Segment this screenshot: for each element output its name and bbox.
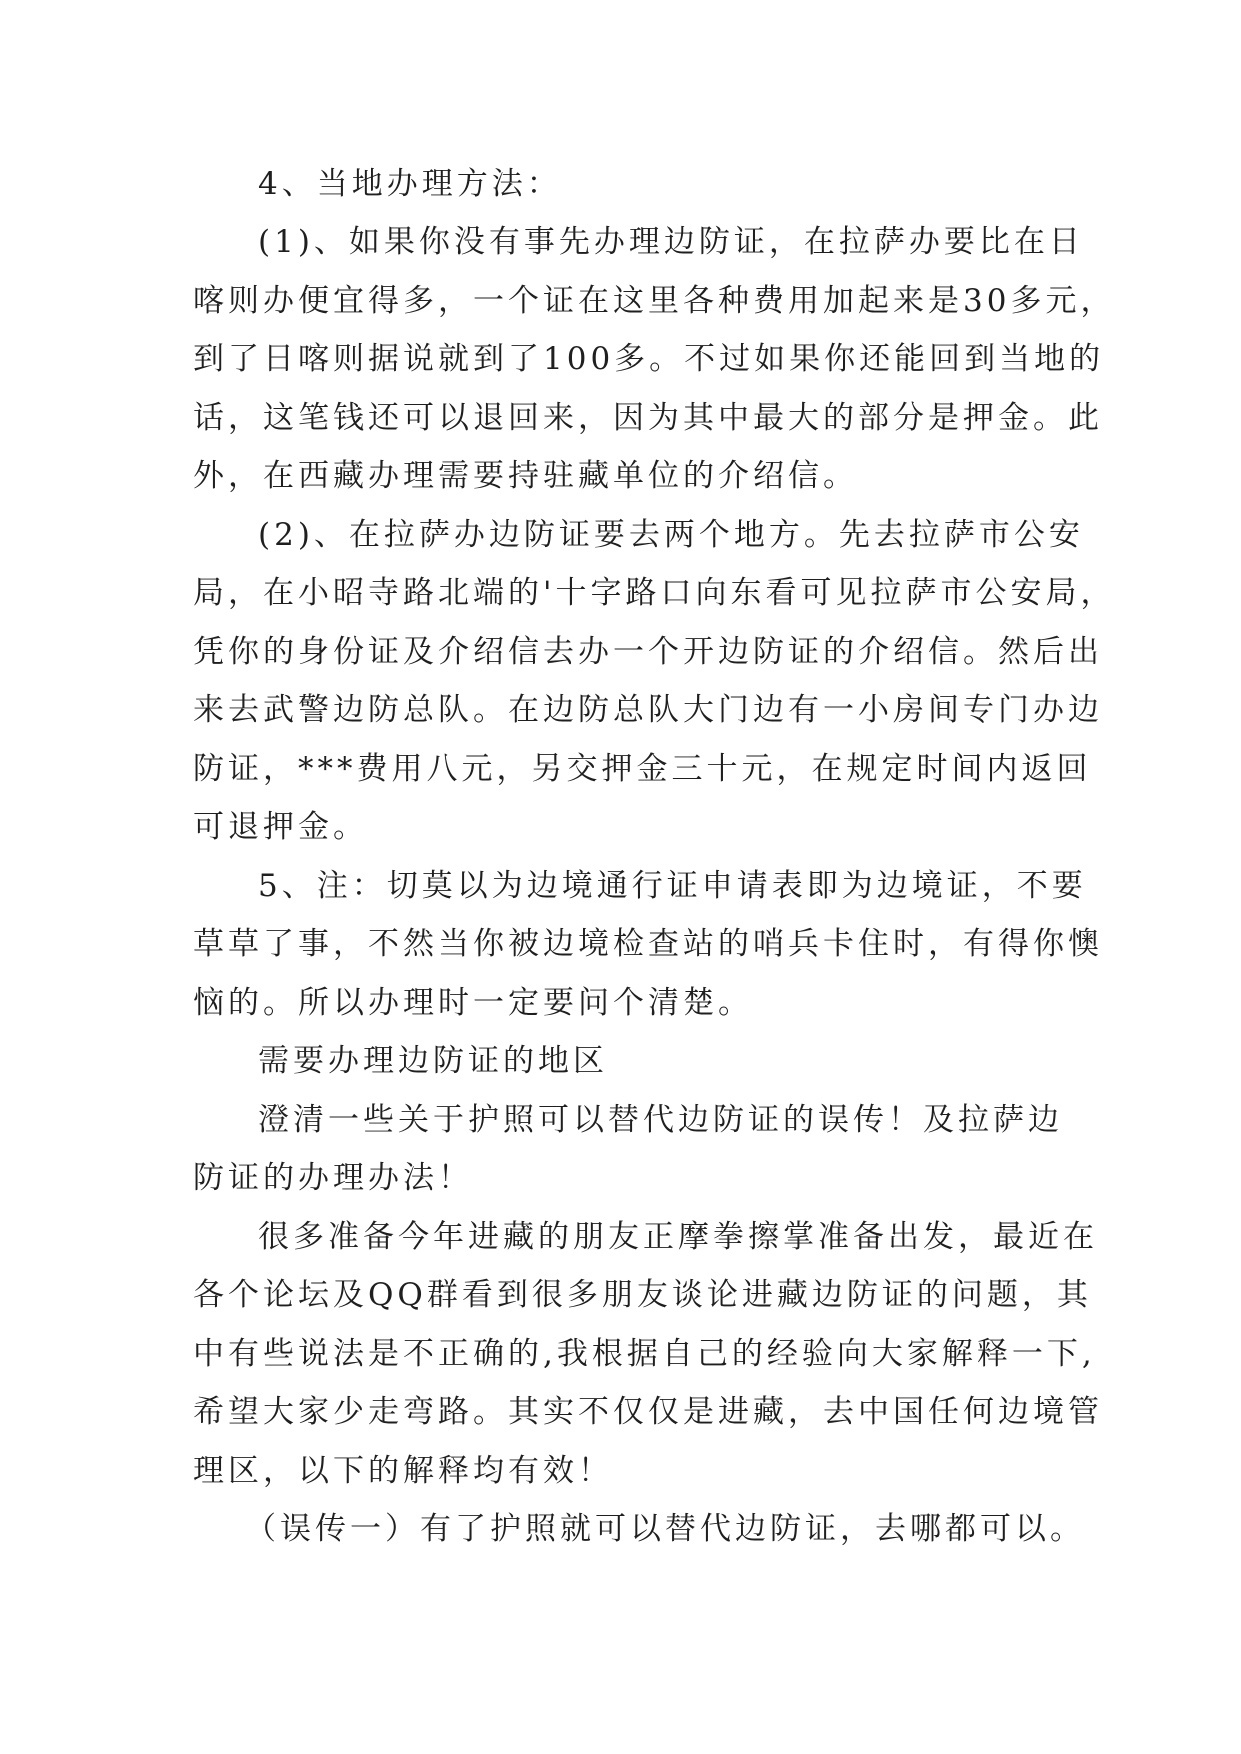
text-line: 话，这笔钱还可以退回来，因为其中最大的部分是押金。此 <box>193 400 1103 436</box>
text-line: 外，在西藏办理需要持驻藏单位的介绍信。 <box>193 458 858 494</box>
text-line: 恼的。所以办理时一定要问个清楚。 <box>193 985 753 1021</box>
text-line: (1)、如果你没有事先办理边防证，在拉萨办要比在日 <box>258 224 1084 260</box>
text-line: 理区，以下的解释均有效！ <box>193 1453 613 1489</box>
text-line: 澄清一些关于护照可以替代边防证的误传！及拉萨边 <box>258 1102 1063 1138</box>
text-line: 到了日喀则据说就到了100多。不过如果你还能回到当地的 <box>193 341 1105 377</box>
text-line: 局，在小昭寺路北端的'十字路口向东看可见拉萨市公安局， <box>193 575 1116 611</box>
text-line: 4、当地办理方法： <box>258 166 562 202</box>
text-line: (2)、在拉萨办边防证要去两个地方。先去拉萨市公安 <box>258 517 1084 553</box>
text-line: 5、注：切莫以为边境通行证申请表即为边境证，不要 <box>258 868 1087 904</box>
text-line: 草草了事，不然当你被边境检查站的哨兵卡住时，有得你懊 <box>193 926 1103 962</box>
text-line: 可退押金。 <box>193 809 368 845</box>
section-heading: 需要办理边防证的地区 <box>258 1043 608 1079</box>
text-line: 希望大家少走弯路。其实不仅仅是进藏，去中国任何边境管 <box>193 1394 1103 1430</box>
text-line: 很多准备今年进藏的朋友正摩拳擦掌准备出发，最近在 <box>258 1219 1098 1255</box>
text-line: 凭你的身份证及介绍信去办一个开边防证的介绍信。然后出 <box>193 634 1103 670</box>
text-line: 来去武警边防总队。在边防总队大门边有一小房间专门办边 <box>193 692 1103 728</box>
text-line: 防证，***费用八元，另交押金三十元，在规定时间内返回 <box>193 751 1092 787</box>
text-line: 各个论坛及QQ群看到很多朋友谈论进藏边防证的问题，其 <box>193 1277 1092 1313</box>
text-line: （误传一）有了护照就可以替代边防证，去哪都可以。 <box>245 1511 1085 1547</box>
text-line: 防证的办理办法！ <box>193 1160 473 1196</box>
text-line: 中有些说法是不正确的,我根据自己的经验向大家解释一下, <box>193 1336 1096 1372</box>
text-line: 喀则办便宜得多，一个证在这里各种费用加起来是30多元， <box>193 283 1116 319</box>
